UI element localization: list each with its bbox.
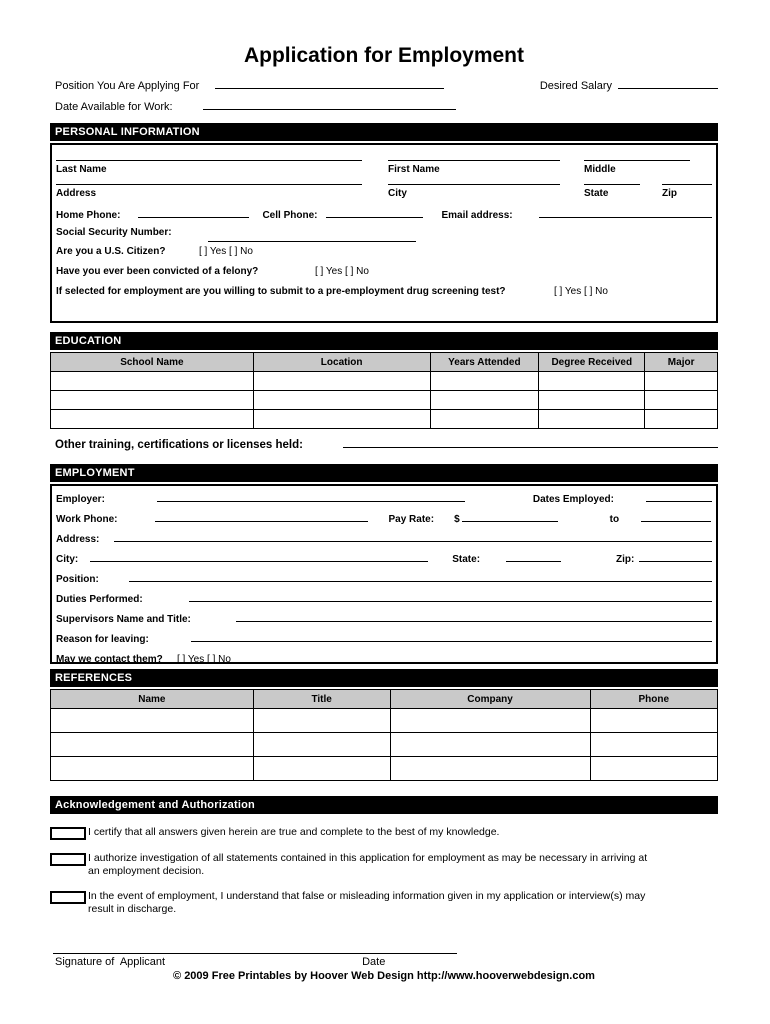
city-label: City [388,188,407,199]
supervisor-line[interactable] [236,620,712,622]
education-row [51,410,718,429]
acknowledgement-item [50,890,718,916]
references-cell[interactable] [253,733,390,757]
education-cell[interactable] [253,391,430,410]
supervisor-row [56,614,712,634]
employer-zip-line[interactable] [639,560,712,562]
zip-label: Zip [662,188,677,199]
education-header-row [51,353,718,372]
education-row [51,372,718,391]
education-column-major: Major [645,353,718,372]
position-applying-line[interactable] [215,87,444,89]
education-column-school-name: School Name [51,353,254,372]
home-phone-line[interactable] [138,216,249,218]
education-cell[interactable] [51,372,254,391]
references-cell[interactable] [253,709,390,733]
references-cell[interactable] [51,709,254,733]
authorize-statement-line1: I authorize investigation of all statements contained in this application for employment as may be necessary in arriving at [88,852,648,864]
references-cell[interactable] [590,709,717,733]
work-phone-line[interactable] [155,520,368,522]
references-cell[interactable] [390,733,590,757]
drug-test-question-label: If selected for employment are you willing to submit to a pre-employment drug screening test? [56,286,506,297]
education-cell[interactable] [645,391,718,410]
address-label: Address [56,188,97,199]
email-label: Email address: [441,210,513,221]
education-cell[interactable] [539,391,645,410]
discharge-checkbox[interactable] [50,891,86,904]
references-row [51,709,718,733]
education-cell[interactable] [539,410,645,429]
education-cell[interactable] [430,410,539,429]
education-table [50,352,718,429]
position-held-line[interactable] [129,580,712,582]
acknowledgement-item [50,826,718,840]
education-cell[interactable] [51,410,254,429]
education-column-location: Location [253,353,430,372]
citizen-yes-no-checkboxes[interactable]: [ ] Yes [ ] No [199,246,253,257]
signature-of-applicant-label: Signature of Applicant [55,956,166,968]
references-cell[interactable] [390,757,590,781]
education-cell[interactable] [253,372,430,391]
references-column-title: Title [253,690,390,709]
cell-phone-line[interactable] [326,216,423,218]
discharge-statement-line2: result in discharge. [88,903,177,915]
employer-state-line[interactable] [506,560,561,562]
education-cell[interactable] [253,410,430,429]
state-label: State [584,188,609,199]
address-row [56,183,712,199]
references-cell[interactable] [253,757,390,781]
employer-city-row [56,554,712,574]
ssn-row [56,227,712,238]
other-training-label: Other training, certifications or licenses held: [55,439,303,451]
references-cell[interactable] [390,709,590,733]
first-name-label: First Name [388,164,440,175]
employer-city-line[interactable] [90,560,428,562]
references-cell[interactable] [590,757,717,781]
position-held-label: Position: [56,574,99,585]
middle-name-line[interactable] [584,159,690,161]
work-phone-label: Work Phone: [56,514,118,525]
first-name-line[interactable] [388,159,560,161]
felony-question-label: Have you ever been convicted of a felony? [56,266,259,277]
employer-label: Employer: [56,494,105,505]
acknowledgement-header: Acknowledgement and Authorization [50,796,718,814]
references-column-name: Name [51,690,254,709]
references-cell[interactable] [51,757,254,781]
supervisor-label: Supervisors Name and Title: [56,614,191,625]
pay-rate-dollar-sign: $ [454,514,460,525]
pay-rate-label: Pay Rate: [388,514,435,525]
citizen-question-row [56,246,712,257]
date-available-line[interactable] [203,108,456,110]
page-title: Application for Employment [243,44,524,67]
education-cell[interactable] [645,372,718,391]
dates-employed-from-line[interactable] [646,500,712,502]
education-cell[interactable] [430,372,539,391]
education-row [51,391,718,410]
employer-row [56,494,712,514]
ssn-label: Social Security Number: [56,227,172,238]
felony-question-row [56,266,712,277]
references-header-row [51,690,718,709]
duties-label: Duties Performed: [56,594,143,605]
address-line[interactable] [56,183,362,185]
education-cell[interactable] [645,410,718,429]
date-available-label: Date Available for Work: [55,101,173,113]
employment-header: EMPLOYMENT [50,464,718,482]
other-training-line[interactable] [343,446,718,448]
reason-leaving-line[interactable] [191,640,712,642]
pay-rate-line[interactable] [462,520,558,522]
reason-leaving-row [56,634,712,654]
education-cell[interactable] [430,391,539,410]
education-cell[interactable] [51,391,254,410]
signature-line[interactable] [53,952,457,954]
employer-line[interactable] [157,500,465,502]
references-row [51,757,718,781]
email-line[interactable] [539,216,712,218]
date-available-row [50,101,718,113]
duties-row [56,594,712,614]
work-phone-row [56,514,712,534]
authorize-checkbox[interactable] [50,853,86,866]
contact-employer-label: May we contact them? [56,654,163,665]
references-table [50,689,718,781]
employer-address-line[interactable] [114,540,712,542]
state-line[interactable] [584,183,640,185]
contact-employer-yes-no-checkboxes[interactable]: [ ] Yes [ ] No [177,654,231,665]
position-row [50,80,718,92]
dates-employed-to-line[interactable] [641,520,711,522]
education-column-degree-received: Degree Received [539,353,645,372]
date-label: Date [362,956,386,968]
other-training-row [50,439,718,451]
ssn-line[interactable] [208,240,416,242]
references-cell[interactable] [590,733,717,757]
name-row [56,159,712,175]
discharge-statement-line1: In the event of employment, I understand that false or misleading information given in my application or interview(s) may [88,890,646,902]
employment-box [50,484,718,664]
references-cell[interactable] [51,733,254,757]
employer-address-row [56,534,712,554]
desired-salary-label: Desired Salary [539,80,612,92]
felony-yes-no-checkboxes[interactable]: [ ] Yes [ ] No [315,266,369,277]
middle-name-label: Middle [584,164,616,175]
duties-line[interactable] [189,600,712,602]
position-held-row [56,574,712,594]
pay-rate-to-label: to [609,514,620,525]
references-column-company: Company [390,690,590,709]
personal-information-header: PERSONAL INFORMATION [50,123,718,141]
references-column-phone: Phone [590,690,717,709]
acknowledgement-item [50,852,718,878]
employer-state-label: State: [452,554,481,565]
employer-zip-label: Zip: [616,554,635,565]
last-name-label: Last Name [56,164,107,175]
zip-line[interactable] [662,183,712,185]
employer-city-label: City: [56,554,79,565]
cell-phone-label: Cell Phone: [262,210,318,221]
signature-section [50,952,718,982]
certify-statement: I certify that all answers given herein are true and complete to the best of my knowledge. [88,826,500,838]
drug-test-yes-no-checkboxes[interactable]: [ ] Yes [ ] No [554,286,608,297]
reason-leaving-label: Reason for leaving: [56,634,149,645]
last-name-line[interactable] [56,159,362,161]
education-header: EDUCATION [50,332,718,350]
education-column-years-attended: Years Attended [430,353,539,372]
citizen-question-label: Are you a U.S. Citizen? [56,246,166,257]
position-applying-label: Position You Are Applying For [55,80,200,92]
authorize-statement-line2: an employment decision. [88,865,205,877]
dates-employed-label: Dates Employed: [532,494,614,505]
employer-address-label: Address: [56,534,100,545]
references-header: REFERENCES [50,669,718,687]
certify-checkbox[interactable] [50,827,86,840]
drug-test-question-row [56,286,712,297]
personal-information-box [50,143,718,323]
desired-salary-line[interactable] [618,87,718,89]
city-line[interactable] [388,183,560,185]
home-phone-label: Home Phone: [56,210,121,221]
references-row [51,733,718,757]
education-cell[interactable] [539,372,645,391]
copyright-text: © 2009 Free Printables by Hoover Web Design http://www.hooverwebdesign.com [173,970,595,982]
phones-row [56,210,712,221]
